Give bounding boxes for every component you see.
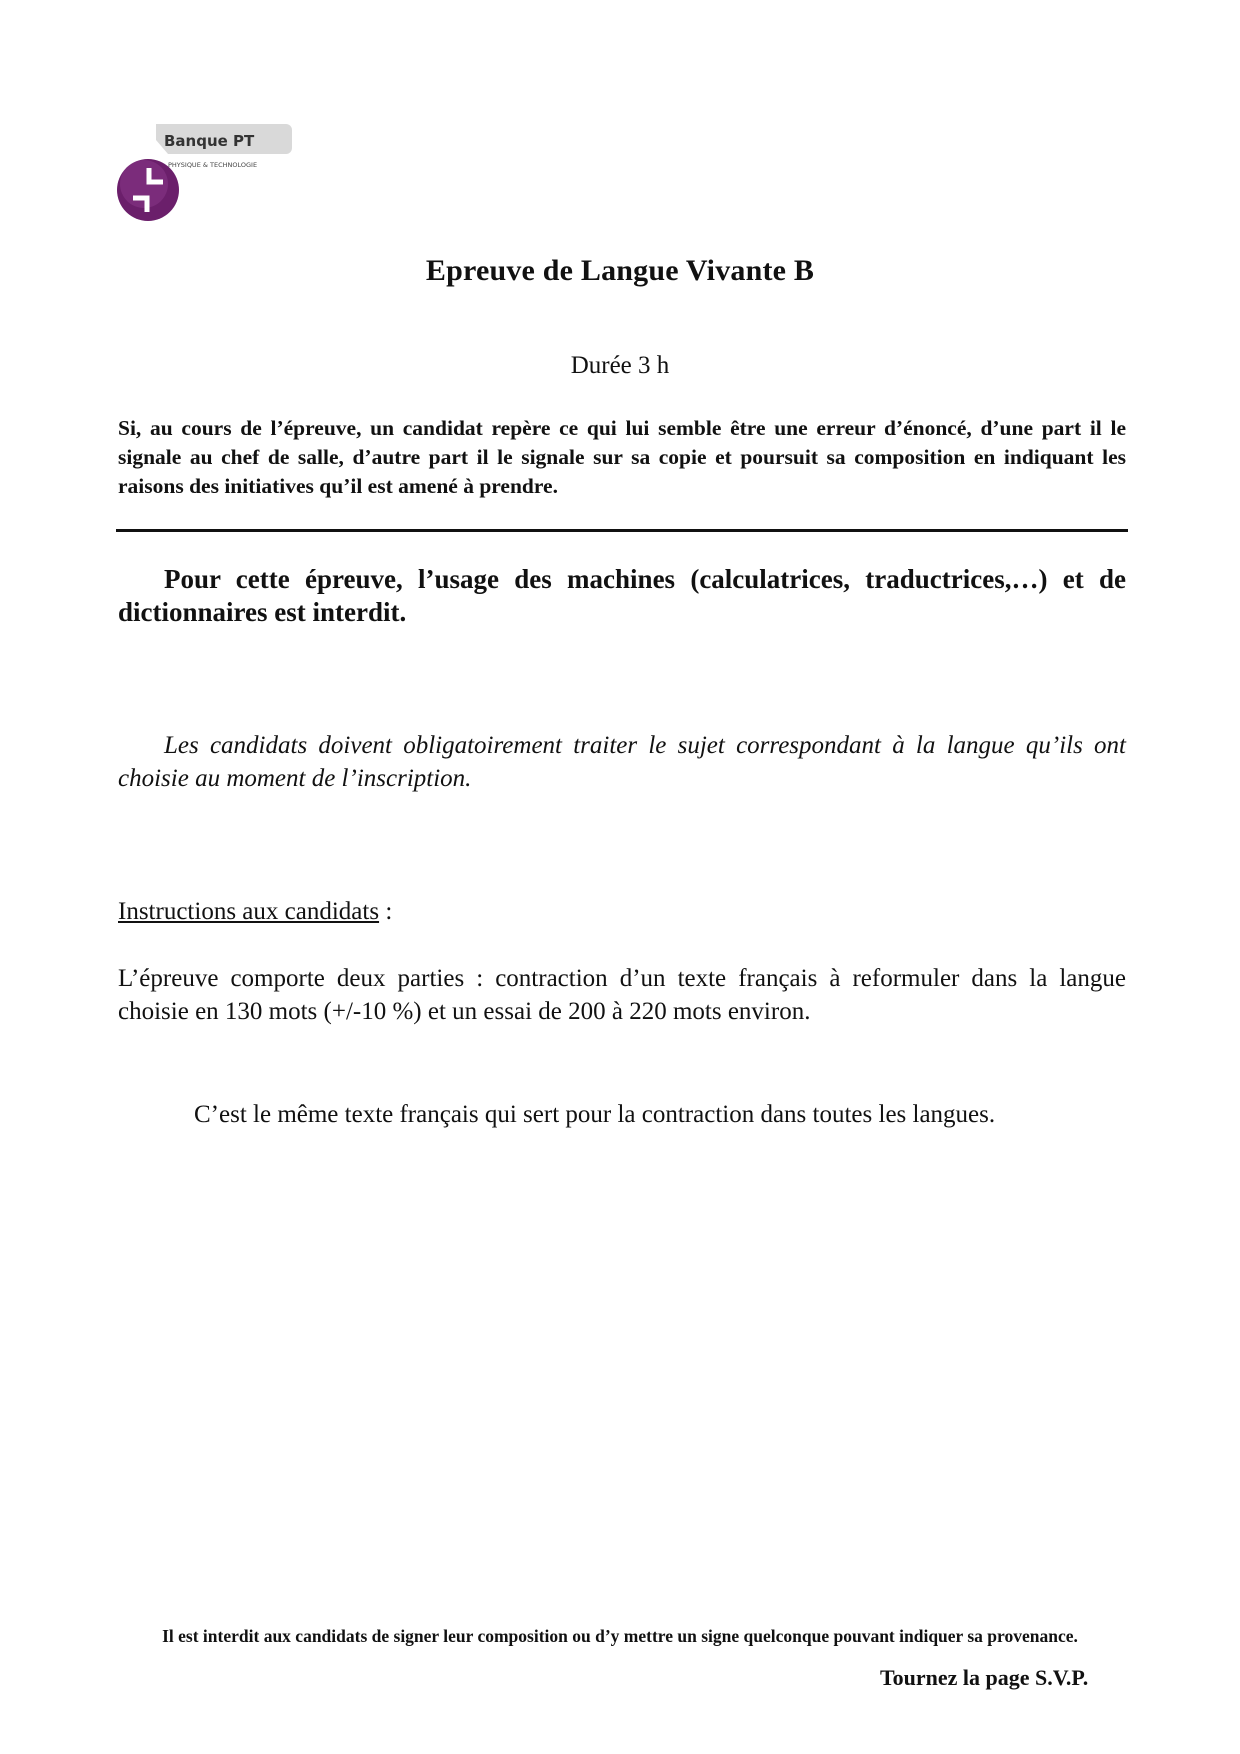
instructions-heading	[118, 898, 392, 926]
instructions-body: L’épreuve comporte deux parties : contraction d’un texte français à reformuler dans la langue choisie en 130 mots (+/-10 %) et un essai de 200 à 220 mots environ.	[118, 965, 1126, 1025]
machines-forbidden-paragraph: Pour cette épreuve, l’usage des machines (calculatrices, traductrices,…) et de dictionnaires est interdit.	[118, 564, 1126, 627]
turn-page-note: Tournez la page S.V.P.	[880, 1665, 1089, 1690]
banque-pt-logo-icon	[116, 122, 294, 226]
error-warning-paragraph: Si, au cours de l’épreuve, un candidat repère ce qui lui semble être une erreur d’énoncé, d’une part il le signale au chef de salle, d’autre part il le signale sur sa copie et poursuit sa composition en indiquant les raisons des initiatives qu’il est amené à prendre.	[118, 416, 1126, 498]
instructions-heading-label: Instructions aux candidats	[118, 898, 380, 925]
language-choice-paragraph: Les candidats doivent obligatoirement traiter le sujet correspondant à la langue qu’ils ont choisie au moment de l’inscription.	[118, 732, 1126, 792]
same-text-paragraph: C’est le même texte français qui sert pour la contraction dans toutes les langues.	[194, 1101, 996, 1128]
signature-prohibition-note: Il est interdit aux candidats de signer leur composition ou d’y mettre un signe quelconque pouvant indiquer sa provenance.	[162, 1626, 1078, 1646]
page-title: Epreuve de Langue Vivante B	[425, 254, 815, 287]
banque-pt-logo	[116, 122, 294, 226]
instructions-heading-colon: :	[379, 898, 393, 925]
svg-text:Banque PT: Banque PT	[164, 132, 255, 150]
svg-text:PHYSIQUE & TECHNOLOGIE: PHYSIQUE & TECHNOLOGIE	[168, 161, 258, 169]
exam-duration: Durée 3 h	[570, 352, 670, 379]
horizontal-divider	[116, 529, 1128, 532]
